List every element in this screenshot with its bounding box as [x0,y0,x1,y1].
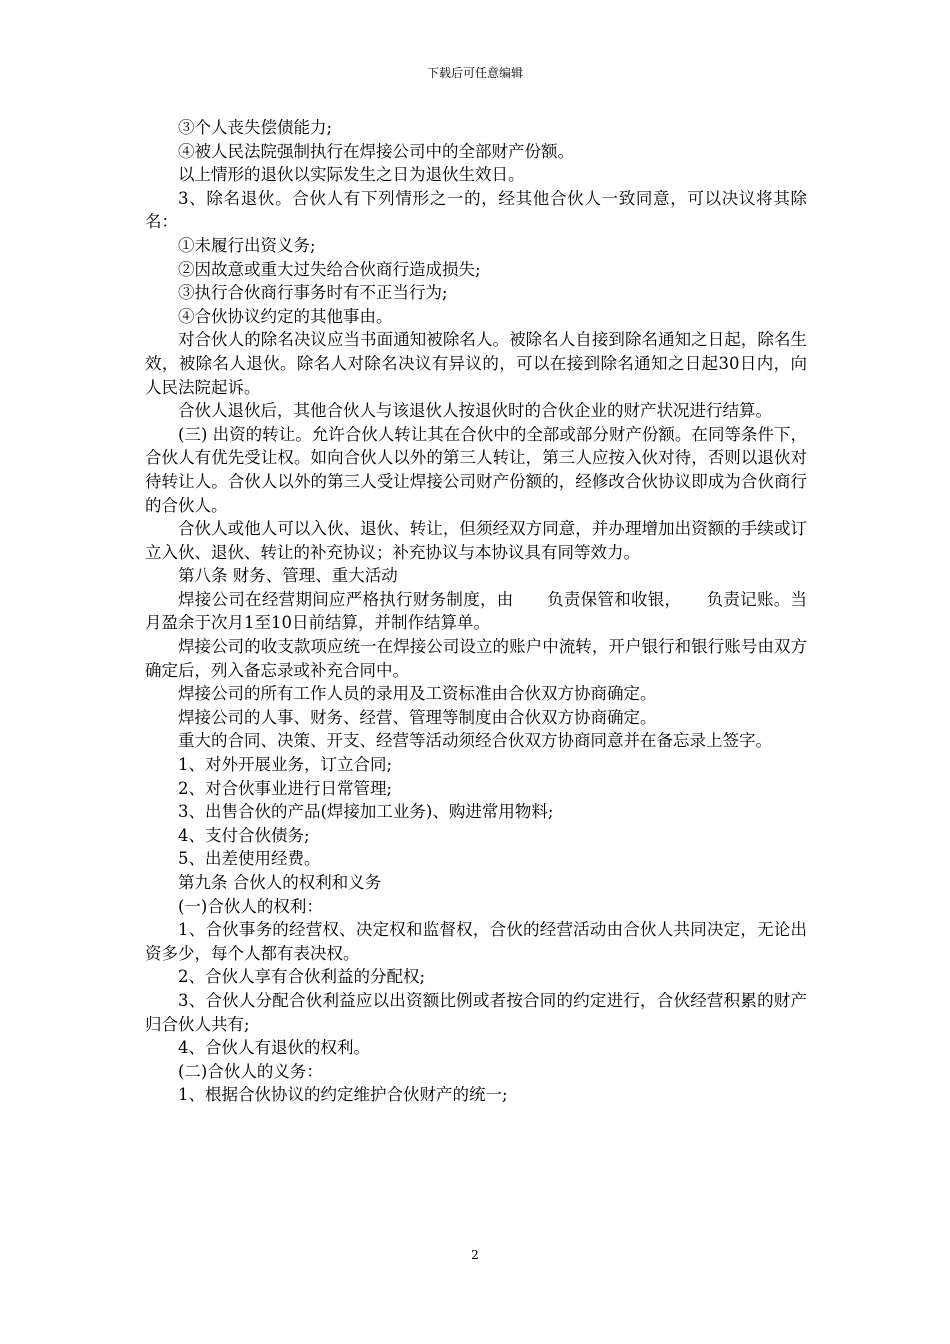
list-item: 1、根据合伙协议的约定维护合伙财产的统一; [178,1085,508,1105]
section-heading: 第九条 合伙人的权利和义务 [178,873,382,892]
paragraph: 合伙人或他人可以入伙、退伙、转让，但须经双方同意，并办理增加出资额的手续或订立入伙、退伙、转让的补充协议；补充协议与本协议具有同等效力。 [145,519,807,562]
page-number: 2 [471,1248,479,1262]
page-header: 下载后可任意编辑 [426,66,523,80]
paragraph: ③执行合伙商行事务时有不正当行为; [178,283,448,303]
paragraph: ②因故意或重大过失给合伙商行造成损失; [178,259,481,279]
paragraph: 焊接公司的收支款项应统一在焊接公司设立的账户中流转，开户银行和银行账号由双方确定后，列入备忘录或补充合同中。 [145,637,807,680]
paragraph: 合伙人退伙后，其他合伙人与该退伙人按退伙时的合伙企业的财产状况进行结算。 [178,401,772,421]
list-item: 2、合伙人享有合伙利益的分配权; [178,967,426,987]
subsection-heading: (一)合伙人的权利： [178,896,323,916]
paragraph: 对合伙人的除名决议应当书面通知被除名人。被除名人自接到除名通知之日起，除名生效，被除名人退伙。除名人对除名决议有异议的，可以在接到除名通知之日起30日内，向人民法院起诉。 [145,330,807,397]
list-item: 3、合伙人分配合伙利益应以出资额比例或者按合同的约定进行，合伙经营积累的财产归合伙人共有; [145,990,807,1034]
list-item: 4、支付合伙债务; [178,825,310,845]
list-item: 4、合伙人有退伙的权利。 [178,1038,370,1058]
paragraph: 3、除名退伙。合伙人有下列情形之一的，经其他合伙人一致同意，可以决议将其除名： [145,188,807,232]
paragraph: ④合伙协议约定的其他事由。 [178,306,393,326]
section-heading: 第八条 财务、管理、重大活动 [178,566,398,586]
paragraph: 焊接公司的所有工作人员的录用及工资标准由合伙双方协商确定。 [178,684,657,704]
paragraph: 重大的合同、决策、开支、经营等活动须经合伙双方协商同意并在备忘录上签字。 [178,731,772,751]
paragraph: ④被人民法院强制执行在焊接公司中的全部财产份额。 [178,141,574,161]
paragraph: ③个人丧失偿债能力; [178,118,333,137]
list-item: 1、对外开展业务，订立合同; [178,755,393,775]
paragraph: 焊接公司的人事、财务、经营、管理等制度由合伙双方协商确定。 [178,707,657,727]
paragraph: ①未履行出资义务; [178,235,316,255]
paragraph: 以上情形的退伙以实际发生之日为退伙生效日。 [178,165,525,185]
document-body [145,116,807,1107]
list-item: 5、出差使用经费。 [178,849,321,869]
paragraph: (三) 出资的转让。允许合伙人转让其在合伙中的全部或部分财产份额。在同等条件下，合伙人有优先受让权。如向合伙人以外的第三人转让，第三人应按入伙对待，否则以退伙对待转让人。合伙人以外的第三人受让焊接公司财产份额的，经修改合伙协议即成为合伙商行的合伙人。 [145,424,807,515]
list-item: 3、出售合伙的产品(焊接加工业务)、购进常用物料; [178,802,554,822]
list-item: 2、对合伙事业进行日常管理; [178,778,393,798]
list-item: 1、合伙事务的经营权、决定权和监督权，合伙的经营活动由合伙人共同决定，无论出资多少，每个人都有表决权。 [145,920,807,963]
paragraph: 焊接公司在经营期间应严格执行财务制度，由 负责保管和收银， 负责记账。当月盈余于次月1至10日前结算，并制作结算单。 [145,589,807,633]
subsection-heading: (二)合伙人的义务： [178,1061,323,1081]
